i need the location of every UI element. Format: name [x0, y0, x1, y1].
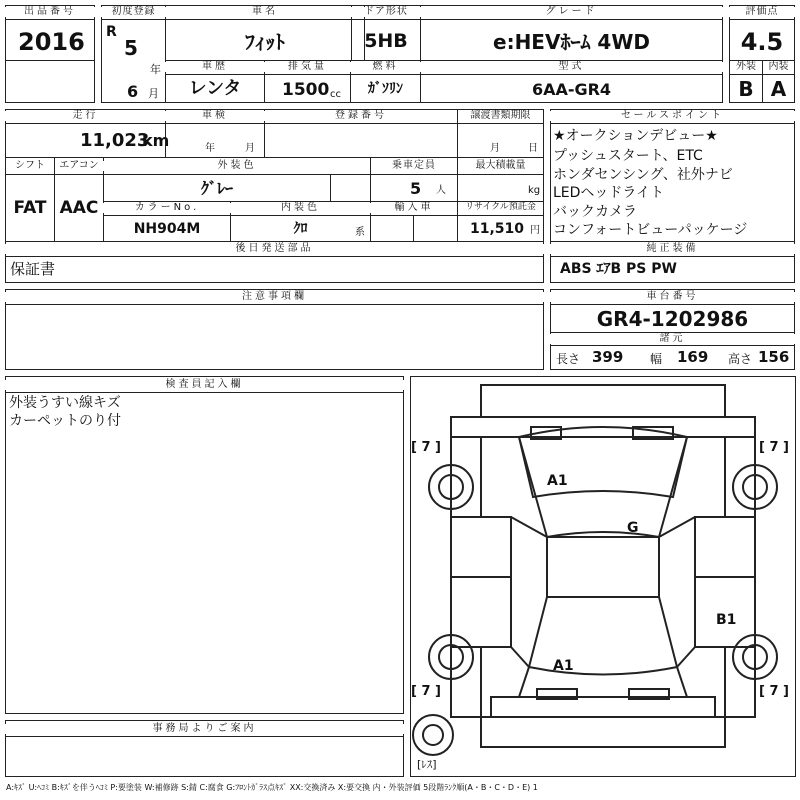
width-label: 幅	[650, 352, 663, 366]
notes-label: 注意事項欄	[5, 292, 544, 302]
recycle-label: リサイクル預託金	[465, 202, 536, 212]
history: レンタ	[188, 78, 242, 99]
ext-label: 外装	[736, 61, 756, 72]
shift: FAT	[13, 198, 47, 218]
capacity: 5	[410, 179, 422, 198]
lot-blank-cell	[5, 60, 95, 103]
grade: e:HEVﾎｰﾑ 4WD	[493, 30, 650, 54]
damage-mark-right-rear: B1	[716, 612, 737, 628]
recycle-unit: 円	[530, 225, 540, 236]
fuel-label: 燃料	[350, 62, 421, 72]
car-diagram	[410, 376, 796, 777]
transfer-label: 譲渡書類期限	[470, 110, 531, 121]
reg-no-cell	[264, 123, 458, 158]
later-parts: 保証書	[10, 260, 56, 278]
damage-mark-rear: A1	[553, 658, 574, 674]
equipment-label: 純正装備	[550, 244, 795, 254]
later-parts-cell	[5, 256, 544, 283]
import-cell-a	[370, 215, 414, 242]
color-no-label: カラーNo.	[103, 203, 231, 213]
later-parts-label: 後日発送部品	[5, 244, 544, 254]
lot-label: 出品番号	[5, 7, 95, 17]
recycle: 11,510	[470, 221, 525, 237]
interior-color-unit: 系	[355, 227, 365, 238]
sales-item: LEDヘッドライト	[553, 185, 665, 201]
width: 169	[677, 348, 709, 366]
car-body-diagram	[411, 377, 795, 776]
tire-depth-front-right: [ 7 ]	[759, 440, 789, 455]
mileage: 11,023	[80, 130, 150, 151]
door-type: 5HB	[364, 30, 408, 52]
month-unit: 月	[148, 87, 159, 100]
insp-month-unit: 月	[245, 143, 255, 154]
length-label: 長さ	[556, 352, 581, 366]
capacity-label: 乗車定員	[392, 160, 436, 171]
height: 156	[758, 348, 790, 366]
int-label: 内装	[768, 61, 789, 72]
ac: AAC	[59, 198, 99, 218]
sales-item: バックカメラ	[553, 204, 637, 220]
trans-day-unit: 日	[528, 143, 538, 154]
chassis-label: 車台番号	[550, 292, 795, 302]
import-label: 輸入車	[370, 203, 458, 213]
inspector-note: カーペットのり付	[9, 413, 121, 429]
fuel: ｶﾞｿﾘﾝ	[368, 81, 403, 97]
displacement: 1500	[282, 80, 330, 100]
model-code: 6AA-GR4	[531, 80, 612, 99]
sales-item: コンフォートビューパッケージ	[553, 222, 748, 238]
lot-number: 2016	[18, 28, 85, 56]
office-label: 事務局よりご案内	[5, 724, 404, 734]
disp-unit: cc	[330, 89, 341, 100]
grade-label: グレード	[420, 7, 723, 17]
reg-month: 6	[127, 82, 139, 101]
sales-item: ★オークションデビュー★	[553, 128, 718, 144]
car-name: ﾌｨｯﾄ	[245, 30, 285, 54]
reg-year: 5	[124, 36, 138, 60]
inspector-note: 外装うすい線キズ	[9, 395, 121, 411]
ext-grade: B	[738, 77, 754, 101]
score: 4.5	[740, 28, 784, 56]
specs-label: 諸元	[550, 334, 795, 344]
shift-label: シフト	[15, 160, 45, 171]
first-reg-label: 初度登録	[101, 7, 166, 17]
trans-month-unit: 月	[490, 143, 500, 154]
inspector-area	[5, 392, 404, 714]
era: R	[106, 24, 117, 40]
color-no: NH904M	[133, 221, 201, 237]
tire-depth-rear-right: [ 7 ]	[759, 684, 789, 699]
interior-color-label: 内装色	[230, 203, 371, 213]
load-unit: kg	[528, 185, 541, 196]
sales-label: セールスポイント	[550, 111, 795, 121]
door-label: ドア形状	[351, 7, 421, 17]
legend: A:ｷｽﾞ U:ﾍｺﾐ B:ｷｽﾞを伴うﾍｺﾐ P:要塗装 W:補修跡 S:錆 C:腐食 G:ﾌﾛﾝﾄｶﾞﾗｽ点ｷｽﾞ XX:交換済み X:要交換 内・外装評価 5段階ﾗﾝｸ順(A・B・C・D・E) 1	[6, 783, 538, 792]
equipment: ABS ｴｱB PS PW	[560, 261, 677, 277]
notes-area	[5, 304, 544, 370]
interior-color: ｸﾛ	[293, 221, 308, 237]
score-label: 評価点	[729, 7, 795, 17]
inspector-label: 検査員記入欄	[5, 380, 404, 390]
insp-year-unit: 年	[205, 143, 215, 154]
sales-item: プッシュスタート、ETC	[553, 148, 703, 164]
sales-item: ホンダセンシング、社外ナビ	[553, 167, 733, 183]
tire-depth-front-left: [ 7 ]	[411, 440, 441, 455]
mileage-unit: km	[142, 131, 170, 150]
model-label: 型式	[420, 62, 723, 72]
color-blank-cell	[330, 174, 371, 202]
length: 399	[592, 348, 624, 366]
tire-depth-rear-left: [ 7 ]	[411, 684, 441, 699]
color-label: 外装色	[103, 161, 371, 171]
disp-label: 排気量	[264, 62, 351, 72]
int-grade: A	[770, 77, 787, 101]
reg-no-label: 登録番号	[264, 111, 458, 121]
spare-tire: [ﾚｽ]	[417, 758, 437, 771]
capacity-unit: 人	[436, 185, 446, 196]
exterior-color: ｸﾞﾚｰ	[200, 179, 233, 198]
import-cell-b	[413, 215, 458, 242]
office-area	[5, 736, 404, 777]
year-unit: 年	[150, 63, 161, 76]
ac-label: エアコン	[59, 160, 99, 171]
chassis-number: GR4-1202986	[596, 307, 749, 331]
damage-mark-hood: A1	[547, 473, 568, 489]
damage-mark-windshield: G	[627, 520, 639, 536]
load-label: 最大積載量	[475, 160, 526, 171]
car-name-label: 車名	[165, 7, 365, 17]
height-label: 高さ	[728, 352, 753, 366]
mileage-label: 走行	[5, 111, 166, 121]
inspection-label: 車検	[165, 111, 265, 121]
history-label: 車歴	[165, 62, 265, 72]
